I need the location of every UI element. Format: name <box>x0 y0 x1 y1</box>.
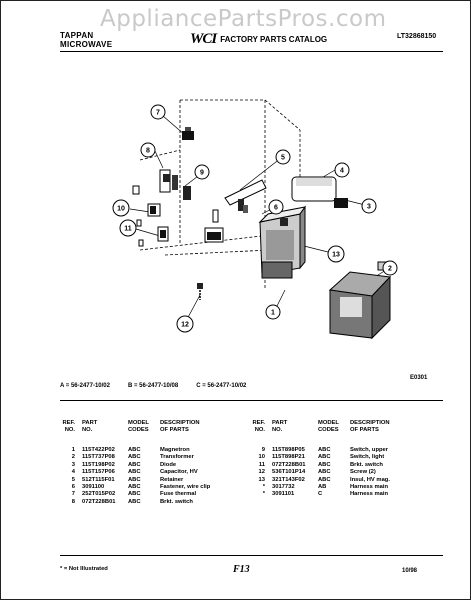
model-codes: ABC <box>128 491 141 498</box>
description: Switch, light <box>350 454 385 461</box>
ref-no: 5 <box>71 476 75 483</box>
interlock-switches <box>133 186 191 246</box>
description: Diode <box>160 461 177 468</box>
ref-no: 12 <box>258 469 265 476</box>
part-no: 3091101 <box>272 491 295 498</box>
watermark: AppliancePartsPros.com <box>100 6 387 32</box>
part-no: 512T115F01 <box>82 476 115 483</box>
model-codes: ABC <box>318 469 331 476</box>
catalog-number: LT32868150 <box>397 33 437 40</box>
ref-no: 1 <box>71 447 75 453</box>
table-row <box>248 454 424 461</box>
callout-12 <box>177 316 193 332</box>
description: Insul, HV mag. <box>350 476 390 483</box>
ref-no: 6 <box>71 484 75 491</box>
model-codes: ABC <box>318 447 331 453</box>
svg-text:6: 6 <box>274 204 278 212</box>
ref-no: 13 <box>258 476 265 483</box>
svg-text:2: 2 <box>388 265 392 273</box>
svg-text:9: 9 <box>200 169 204 177</box>
table-row <box>248 469 424 476</box>
ref-no: * <box>262 491 265 498</box>
wci-logo: WCI <box>190 31 217 47</box>
parts-rows-left <box>58 447 234 506</box>
description: Brkt. switch <box>350 461 383 468</box>
parts-table-left <box>58 420 234 506</box>
thermal-fuse <box>182 127 194 140</box>
model-codes: ABC <box>128 476 141 483</box>
model-codes: ABC <box>128 469 141 476</box>
callout-6 <box>269 200 283 214</box>
ref-no: * <box>262 484 265 491</box>
model-codes: ABC <box>128 447 141 453</box>
model-code-legend <box>60 383 246 389</box>
description: Screw (2) <box>350 469 376 476</box>
table-row <box>58 499 234 506</box>
svg-text:12: 12 <box>181 321 189 329</box>
table-row <box>58 491 234 498</box>
model-codes: ABC <box>128 454 141 461</box>
svg-text:7: 7 <box>156 109 160 117</box>
callout-4 <box>335 163 349 177</box>
table-header: NO. NO. CODES OF PARTS <box>64 426 189 433</box>
description: Transformer <box>160 454 194 461</box>
model-codes: ABC <box>128 484 141 491</box>
model-codes: ABC <box>128 498 141 505</box>
description: Magnetron <box>160 447 190 453</box>
part-no: 115T898P21 <box>272 454 305 461</box>
ref-no: 9 <box>261 447 265 453</box>
table-header: REF. PART MODEL DESCRIPTION <box>252 420 390 426</box>
description: Brkt. switch <box>160 498 193 505</box>
table-row <box>58 469 234 476</box>
table-row <box>58 447 234 454</box>
svg-text:5: 5 <box>281 154 285 162</box>
description: Harness main <box>350 491 389 498</box>
callout-5 <box>276 150 290 164</box>
table-row <box>248 484 424 491</box>
table-header: NO. NO. CODES OF PARTS <box>254 426 379 433</box>
table-row <box>58 462 234 469</box>
table-row <box>248 477 424 484</box>
brand-line-2: MICROWAVE <box>60 40 113 49</box>
ref-no: 3 <box>71 461 75 468</box>
model-codes: ABC <box>318 461 331 468</box>
model-code-c: C = 56-2477-10/02 <box>196 383 247 389</box>
model-codes: AB <box>318 484 327 491</box>
svg-text:13: 13 <box>332 251 340 259</box>
callout-13 <box>328 246 344 262</box>
ref-no: 4 <box>71 469 75 476</box>
table-top-rule <box>60 400 443 401</box>
part-no: 3091100 <box>82 484 105 491</box>
callout-2 <box>383 261 397 275</box>
brand-line-1: TAPPAN <box>60 31 94 40</box>
callout-10 <box>113 200 129 216</box>
part-no: 321T143F02 <box>272 476 305 483</box>
footer-rule <box>60 555 443 556</box>
model-code-a: A = 56-2477-10/02 <box>60 383 110 389</box>
part-no: 072T228B01 <box>82 498 116 505</box>
model-codes: ABC <box>318 476 331 483</box>
table-row <box>58 477 234 484</box>
model-codes: C <box>318 491 323 498</box>
part-no: 3017732 <box>272 484 295 491</box>
hv-capacitor <box>292 177 348 208</box>
callout-11 <box>120 220 136 236</box>
callout-9 <box>195 165 209 179</box>
description: Harness main <box>350 484 389 491</box>
part-no: 252T015P02 <box>82 491 116 498</box>
model-codes: ABC <box>318 454 331 461</box>
table-row <box>58 454 234 461</box>
table-row <box>248 491 424 498</box>
description: Capacitor, HV <box>160 469 198 476</box>
model-codes: ABC <box>128 461 141 468</box>
description: Fastener, wire clip <box>160 484 211 491</box>
catalog-title: FACTORY PARTS CATALOG <box>220 35 328 44</box>
table-header: REF. PART MODEL DESCRIPTION <box>62 420 200 426</box>
svg-text:11: 11 <box>124 225 132 233</box>
transformer <box>330 262 392 338</box>
svg-text:10: 10 <box>117 205 125 213</box>
callout-1 <box>266 305 280 319</box>
model-code-b: B = 56-2477-10/08 <box>127 383 179 389</box>
ref-no: 2 <box>71 454 75 461</box>
footnote: * = Not Illustrated <box>60 566 108 572</box>
diode <box>225 180 266 213</box>
revision-date: 10/98 <box>402 568 418 574</box>
part-no: 115T898P05 <box>272 447 305 453</box>
callout-8 <box>141 143 155 157</box>
svg-text:3: 3 <box>367 203 371 211</box>
table-row <box>248 462 424 469</box>
callout-3 <box>362 199 376 213</box>
table-row <box>58 484 234 491</box>
ref-no: 10 <box>258 454 265 461</box>
diagram-code: E0301 <box>410 375 428 381</box>
part-no: 115T422P02 <box>82 447 115 453</box>
page-number: F13 <box>233 564 250 575</box>
ref-no: 8 <box>71 498 75 505</box>
description: Fuse thermal <box>160 491 197 498</box>
description: Switch, upper <box>350 447 389 453</box>
screw <box>197 283 203 300</box>
part-no: 115T198P02 <box>82 461 115 468</box>
svg-text:1: 1 <box>271 309 275 317</box>
wire-connectors <box>205 210 223 242</box>
svg-text:8: 8 <box>146 147 150 155</box>
switch-bracket-upper <box>160 170 178 192</box>
callout-7 <box>151 105 165 119</box>
part-no: 536T101P14 <box>272 469 306 476</box>
parts-rows-right <box>248 447 424 499</box>
svg-text:4: 4 <box>340 167 344 175</box>
ref-no: 11 <box>258 461 265 468</box>
part-no: 072T228B01 <box>272 461 306 468</box>
ref-no: 7 <box>71 491 75 498</box>
parts-table-right <box>248 420 424 499</box>
table-row <box>248 447 424 454</box>
part-no: 115T737P08 <box>82 454 115 461</box>
part-no: 115T157P06 <box>82 469 115 476</box>
description: Retainer <box>160 476 184 483</box>
magnetron <box>260 204 305 278</box>
